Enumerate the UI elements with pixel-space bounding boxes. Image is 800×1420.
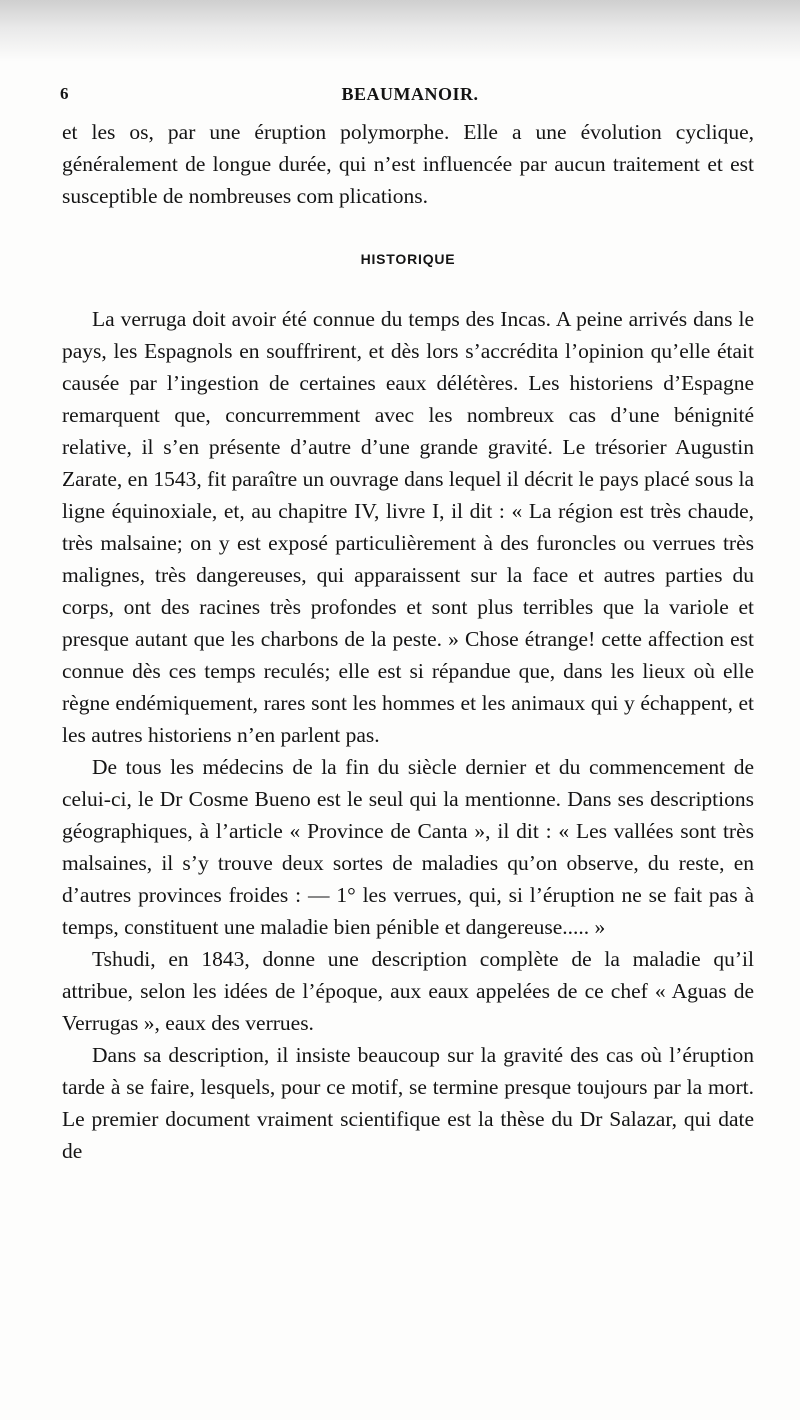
paragraph-salazar: Dans sa description, il insiste beaucoup sur la gravité des cas où l’éruption tarde à se faire, lesquels, pour ce motif, se termine presque toujours par la mort. Le premier document vraiment scientifique est la thèse du Dr Salazar, qui date de bbox=[62, 1043, 754, 1163]
paragraph-incas: La verruga doit avoir été connue du temps des Incas. A peine arrivés dans le pays, les Espagnols en souffrirent, et dès lors s’accrédita l’opinion qu’elle était causée par l’ingestion de certaines eaux délétères. Les historiens d’Espagne remarquent que, concurremment avec les nombreux cas d’une bénignité relative, il s’en présente d’autre d’une grande gravité. Le trésorier Augustin Zarate, en 1543, fit paraître un ouvrage dans lequel il décrit le pays placé sous la ligne équinoxiale, et, au chapitre IV, livre I, il dit : « La région est très chaude, très malsaine; on y est exposé particulièrement à des furoncles ou verrues très malignes, très dangereuses, qui apparaissent sur la face et autres parties du corps, ont des racines très profondes et sont plus terribles que la variole et presque autant que les charbons de la peste. » Chose étrange! cette affection est connue dès ces temps reculés; elle est si répandue que, dans les lieux où elle règne endémiquement, rares sont les hommes et les animaux qui y échappent, et les autres historiens n’en parlent pas. bbox=[62, 307, 754, 747]
paragraph-tshudi: Tshudi, en 1843, donne une description complète de la maladie qu’il attribue, selon les idées de l’époque, aux eaux appelées de ce chef « Aguas de Verrugas », eaux des verrues. bbox=[62, 947, 754, 1035]
running-title: BEAUMANOIR. bbox=[341, 84, 479, 104]
scan-shadow bbox=[0, 0, 800, 62]
intro-paragraph: et les os, par une éruption polymorphe. Elle a une évolution cyclique, généralement de longue durée, qui n’est influencée par aucun traitement et est susceptible de nombreuses com plications. bbox=[62, 120, 754, 208]
section-heading: HISTORIQUE bbox=[360, 251, 456, 267]
running-head bbox=[60, 84, 760, 108]
paragraph-cosme-bueno: De tous les médecins de la fin du siècle dernier et du commencement de celui-ci, le Dr Cosme Bueno est le seul qui la mentionne. Dans ses descriptions géographiques, à l’article « Province de Canta », il dit : « Les vallées sont très malsaines, il s’y trouve deux sortes de maladies qu’on observe, du reste, en d’autres provinces froides : — 1° les verrues, qui, si l’éruption ne se fait pas à temps, constituent une maladie bien pénible et dangereuse..... » bbox=[62, 755, 754, 939]
page-number: 6 bbox=[60, 84, 69, 103]
body-text bbox=[62, 116, 754, 1167]
